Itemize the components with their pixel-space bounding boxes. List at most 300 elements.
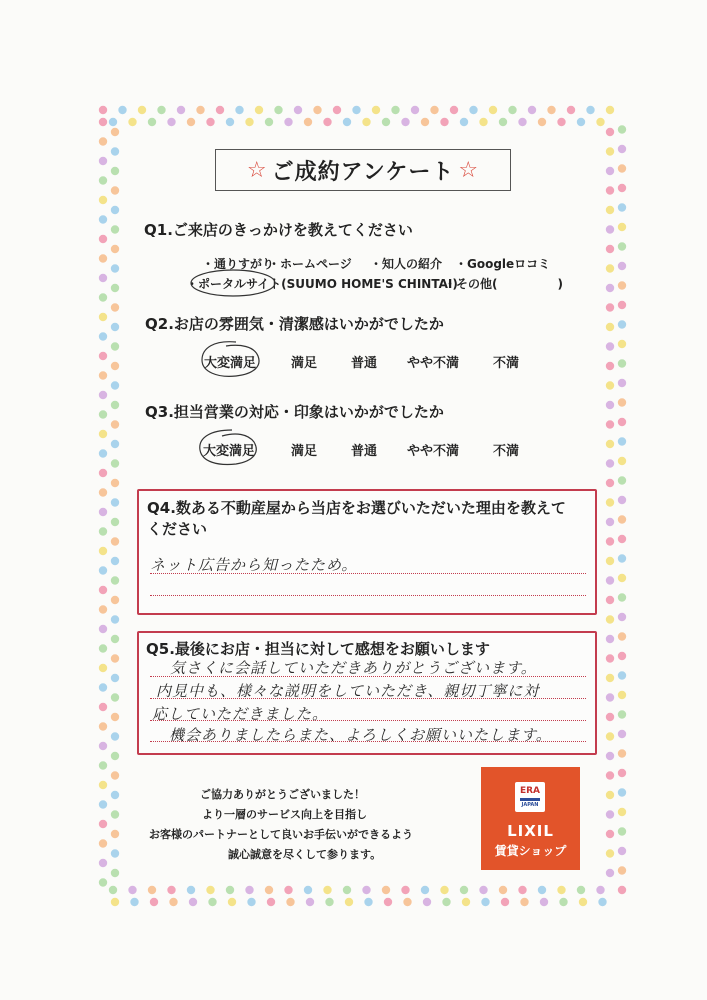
border-dot [618, 476, 626, 484]
border-dot [111, 674, 119, 682]
q5-handwritten-line-1: 気さくに会話していただきありがとうございます。 [170, 659, 537, 677]
border-dot [111, 615, 119, 623]
border-dot [606, 830, 614, 838]
border-dot [196, 106, 204, 114]
border-dot [618, 418, 626, 426]
border-dot [99, 761, 107, 769]
border-dot [618, 808, 626, 816]
q4-writing-line-2 [150, 595, 586, 596]
border-dot [618, 710, 626, 718]
border-dot [99, 313, 107, 321]
border-dot [501, 898, 509, 906]
border-dot [391, 106, 399, 114]
border-dot [99, 508, 107, 516]
q1-option-homepage[interactable]: ・ホームページ [268, 257, 352, 271]
lixil-chintai-shop-logo [481, 767, 580, 870]
border-dot [99, 722, 107, 730]
border-dot [111, 362, 119, 370]
border-dot [577, 886, 585, 894]
border-dot [540, 898, 548, 906]
border-dot [333, 106, 341, 114]
border-dot [111, 752, 119, 760]
border-dot [618, 496, 626, 504]
era-logo-japan: JAPAN [521, 801, 539, 808]
border-dot [130, 898, 138, 906]
border-dot [479, 118, 487, 126]
border-dot [294, 106, 302, 114]
border-dot [618, 223, 626, 231]
q2-option-somewhat-dissatisfied[interactable]: やや不満 [407, 356, 460, 371]
border-dot [618, 769, 626, 777]
border-dot [99, 683, 107, 691]
border-dot [606, 791, 614, 799]
border-dot [538, 886, 546, 894]
border-dot [99, 625, 107, 633]
era-logo-bar [520, 798, 540, 801]
border-dot [618, 535, 626, 543]
border-dot [99, 644, 107, 652]
border-dot [323, 118, 331, 126]
border-dot [606, 615, 614, 623]
border-dot [606, 206, 614, 214]
border-dot [187, 118, 195, 126]
border-dot [111, 693, 119, 701]
border-dot [440, 886, 448, 894]
border-dot [111, 323, 119, 331]
border-dot [352, 106, 360, 114]
q3-option-somewhat-dissatisfied[interactable]: やや不満 [407, 444, 460, 459]
border-dot [518, 118, 526, 126]
border-dot [606, 869, 614, 877]
border-dot [99, 106, 107, 114]
border-dot [99, 878, 107, 886]
border-dot [111, 596, 119, 604]
q3-question: Q3.担当営業の対応・印象はいかがでしたか [145, 403, 444, 421]
border-dot [111, 849, 119, 857]
border-dot [111, 303, 119, 311]
border-dot [99, 157, 107, 165]
border-dot [216, 106, 224, 114]
border-dot [618, 437, 626, 445]
border-dot [606, 245, 614, 253]
border-dot [284, 118, 292, 126]
q1-option-portal[interactable]: ・ポータルサイト(SUUMO HOME'S CHINTAI) [186, 277, 458, 291]
border-dot [274, 106, 282, 114]
border-dot [618, 866, 626, 874]
border-dot [606, 381, 614, 389]
border-dot [606, 654, 614, 662]
border-dot [323, 886, 331, 894]
border-dot [99, 449, 107, 457]
border-dot [618, 652, 626, 660]
q3-option-very-satisfied[interactable]: 大変満足 [203, 444, 256, 459]
border-dot [618, 359, 626, 367]
border-dot [606, 420, 614, 428]
border-dot [111, 186, 119, 194]
border-dot [157, 106, 165, 114]
border-dot [606, 284, 614, 292]
border-dot [111, 791, 119, 799]
q1-option-walk-by[interactable]: ・通りすがり [202, 257, 275, 271]
border-dot [499, 118, 507, 126]
border-dot [111, 869, 119, 877]
border-dot [384, 898, 392, 906]
border-dot [450, 106, 458, 114]
border-dot [479, 886, 487, 894]
border-dot [226, 886, 234, 894]
border-dot [606, 106, 614, 114]
border-dot [304, 886, 312, 894]
border-dot [343, 118, 351, 126]
border-dot [618, 788, 626, 796]
thanks-line-4: 誠心誠意を尽くして参ります。 [228, 848, 382, 861]
q3-option-neutral[interactable]: 普通 [351, 444, 378, 459]
survey-title [215, 149, 511, 191]
border-dot [520, 898, 528, 906]
border-dot [382, 118, 390, 126]
border-dot [111, 284, 119, 292]
border-dot [618, 613, 626, 621]
border-dot [618, 691, 626, 699]
border-dot [606, 459, 614, 467]
border-dot [518, 886, 526, 894]
q5-handwritten-line-2: 内見中も、様々な説明をしていただき、親切丁寧に対 [156, 682, 540, 700]
border-dot [109, 118, 117, 126]
border-dot [606, 576, 614, 584]
border-dot [325, 898, 333, 906]
border-dot [99, 430, 107, 438]
border-dot [148, 118, 156, 126]
era-logo-icon [515, 782, 545, 812]
border-dot [245, 886, 253, 894]
border-dot [606, 732, 614, 740]
q3-hand-circle [194, 424, 266, 474]
border-dot [382, 886, 390, 894]
q1-option-friend[interactable]: ・知人の紹介 [370, 257, 443, 271]
border-dot [606, 362, 614, 370]
border-dot [606, 849, 614, 857]
border-dot [111, 264, 119, 272]
border-dot [618, 515, 626, 523]
border-dot [99, 196, 107, 204]
border-dot [111, 225, 119, 233]
border-dot [606, 596, 614, 604]
border-dot [245, 118, 253, 126]
border-dot [189, 898, 197, 906]
border-dot [265, 118, 273, 126]
border-dot [606, 128, 614, 136]
q1-hand-circle [188, 266, 278, 300]
border-dot [177, 106, 185, 114]
q4-question-line2: ください [147, 520, 208, 538]
border-dot [111, 206, 119, 214]
border-dot [460, 886, 468, 894]
border-dot [148, 886, 156, 894]
border-dot [618, 847, 626, 855]
border-dot [111, 537, 119, 545]
border-dot [577, 118, 585, 126]
survey-title-text: ご成約アンケート [271, 159, 455, 185]
thanks-line-1: ご協力ありがとうございました！ [200, 788, 365, 801]
thanks-line-3: お客様のパートナーとして良いお手伝いができるよう [149, 828, 413, 841]
border-dot [99, 118, 107, 126]
border-dot [606, 167, 614, 175]
q1-option-google[interactable]: ・Googleロコミ [455, 257, 551, 271]
border-dot [606, 518, 614, 526]
border-dot [606, 303, 614, 311]
border-dot [362, 118, 370, 126]
border-dot [128, 118, 136, 126]
border-dot [167, 886, 175, 894]
q3-option-satisfied[interactable]: 満足 [291, 444, 318, 459]
border-dot [99, 703, 107, 711]
border-dot [99, 410, 107, 418]
border-dot [111, 128, 119, 136]
border-dot [99, 391, 107, 399]
border-dot [99, 820, 107, 828]
border-dot [364, 898, 372, 906]
border-dot [99, 254, 107, 262]
border-dot [228, 898, 236, 906]
border-dot [111, 245, 119, 253]
border-dot [128, 886, 136, 894]
border-dot [596, 118, 604, 126]
border-dot [618, 671, 626, 679]
border-dot [411, 106, 419, 114]
border-dot [598, 898, 606, 906]
border-dot [606, 713, 614, 721]
border-dot [99, 137, 107, 145]
border-dot [618, 262, 626, 270]
border-dot [99, 839, 107, 847]
border-dot [618, 184, 626, 192]
border-dot [267, 898, 275, 906]
era-logo-text: ERA [519, 785, 541, 796]
border-dot [286, 898, 294, 906]
border-dot [618, 145, 626, 153]
border-dot [618, 457, 626, 465]
border-dot [579, 898, 587, 906]
border-dot [111, 771, 119, 779]
border-dot [206, 886, 214, 894]
border-dot [618, 827, 626, 835]
border-dot [111, 147, 119, 155]
border-dot [606, 752, 614, 760]
thanks-line-2: より一層のサービス向上を目指し [202, 808, 367, 821]
border-dot [284, 886, 292, 894]
border-dot [606, 147, 614, 155]
border-dot [99, 800, 107, 808]
border-dot [618, 203, 626, 211]
border-dot [462, 898, 470, 906]
border-dot [111, 576, 119, 584]
border-dot [567, 106, 575, 114]
border-dot [99, 488, 107, 496]
border-dot [111, 479, 119, 487]
border-dot [557, 886, 565, 894]
border-dot [99, 215, 107, 223]
border-dot [99, 235, 107, 243]
q2-hand-circle [196, 336, 268, 386]
logo-shop-name: 賃貸ショップ [494, 844, 567, 858]
border-dot [118, 106, 126, 114]
border-dot [111, 440, 119, 448]
border-dot [111, 635, 119, 643]
border-dot [606, 225, 614, 233]
star-icon-right: ☆ [458, 157, 480, 183]
border-dot [440, 118, 448, 126]
border-dot [99, 274, 107, 282]
border-dot [618, 593, 626, 601]
border-dot [111, 898, 119, 906]
border-dot [401, 118, 409, 126]
border-dot [606, 323, 614, 331]
border-dot [99, 371, 107, 379]
border-dot [99, 566, 107, 574]
q3-option-dissatisfied[interactable]: 不満 [493, 444, 520, 459]
border-dot [606, 537, 614, 545]
border-dot [618, 242, 626, 250]
q1-question: Q1.ご来店のきっかけを教えてください [144, 221, 413, 239]
border-dot [226, 118, 234, 126]
border-dot [508, 106, 516, 114]
border-dot [187, 886, 195, 894]
border-dot [111, 401, 119, 409]
border-dot [111, 732, 119, 740]
q5-handwritten-line-4: 機会ありましたらまた、よろしくお願いいたします。 [169, 726, 552, 744]
q4-question-line1: Q4.数ある不動産屋から当店をお選びいただいた理由を教えて [147, 499, 566, 517]
border-dot [99, 527, 107, 535]
q5-handwritten-line-3: 応していただきました。 [152, 705, 329, 723]
border-dot [403, 898, 411, 906]
q1-option-other[interactable]: ・その他( ) [444, 277, 563, 291]
border-dot [372, 106, 380, 114]
border-dot [99, 781, 107, 789]
border-dot [99, 293, 107, 301]
border-dot [111, 459, 119, 467]
logo-brand-name: LIXIL [507, 822, 554, 840]
border-dot [596, 886, 604, 894]
border-dot [618, 301, 626, 309]
border-dot [99, 547, 107, 555]
border-dot [362, 886, 370, 894]
border-dot [99, 605, 107, 613]
border-dot [499, 886, 507, 894]
border-dot [618, 730, 626, 738]
border-dot [109, 886, 117, 894]
border-dot [111, 498, 119, 506]
border-dot [306, 898, 314, 906]
border-dot [99, 586, 107, 594]
border-dot [247, 898, 255, 906]
border-dot [618, 281, 626, 289]
q2-option-very-satisfied[interactable]: 大変満足 [204, 356, 257, 371]
q2-question: Q2.お店の雰囲気・清潔感はいかがでしたか [145, 315, 444, 333]
border-dot [618, 398, 626, 406]
border-dot [618, 125, 626, 133]
border-dot [559, 898, 567, 906]
border-dot [606, 186, 614, 194]
border-dot [99, 352, 107, 360]
border-dot [255, 106, 263, 114]
border-dot [138, 106, 146, 114]
border-dot [528, 106, 536, 114]
border-dot [111, 167, 119, 175]
border-dot [208, 898, 216, 906]
border-dot [618, 632, 626, 640]
border-dot [606, 498, 614, 506]
border-dot [618, 340, 626, 348]
border-dot [99, 332, 107, 340]
border-dot [618, 379, 626, 387]
border-dot [150, 898, 158, 906]
border-dot [606, 810, 614, 818]
border-dot [345, 898, 353, 906]
border-dot [206, 118, 214, 126]
border-dot [169, 898, 177, 906]
border-dot [111, 713, 119, 721]
border-dot [111, 420, 119, 428]
border-dot [111, 557, 119, 565]
border-dot [99, 742, 107, 750]
border-dot [111, 518, 119, 526]
border-dot [618, 554, 626, 562]
border-dot [401, 886, 409, 894]
border-dot [469, 106, 477, 114]
border-dot [111, 342, 119, 350]
border-dot [111, 381, 119, 389]
border-dot [430, 106, 438, 114]
border-dot [606, 557, 614, 565]
border-dot [538, 118, 546, 126]
border-dot [167, 118, 175, 126]
q2-option-satisfied[interactable]: 満足 [291, 356, 318, 371]
border-dot [547, 106, 555, 114]
border-dot [111, 830, 119, 838]
border-dot [606, 440, 614, 448]
q5-question: Q5.最後にお店・担当に対して感想をお願いします [146, 640, 490, 658]
border-dot [111, 810, 119, 818]
border-dot [606, 342, 614, 350]
border-dot [606, 264, 614, 272]
border-dot [99, 469, 107, 477]
border-dot [586, 106, 594, 114]
border-dot [313, 106, 321, 114]
border-dot [343, 886, 351, 894]
border-dot [99, 664, 107, 672]
border-dot [606, 635, 614, 643]
border-dot [421, 118, 429, 126]
border-dot [618, 749, 626, 757]
border-dot [618, 164, 626, 172]
q2-option-dissatisfied[interactable]: 不満 [493, 356, 520, 371]
border-dot [618, 574, 626, 582]
border-dot [606, 771, 614, 779]
border-dot [606, 401, 614, 409]
border-dot [304, 118, 312, 126]
border-dot [606, 674, 614, 682]
border-dot [442, 898, 450, 906]
border-dot [618, 320, 626, 328]
border-dot [606, 479, 614, 487]
border-dot [460, 118, 468, 126]
q2-option-neutral[interactable]: 普通 [351, 356, 378, 371]
border-dot [111, 654, 119, 662]
border-dot [99, 176, 107, 184]
border-dot [618, 886, 626, 894]
border-dot [557, 118, 565, 126]
border-dot [421, 886, 429, 894]
